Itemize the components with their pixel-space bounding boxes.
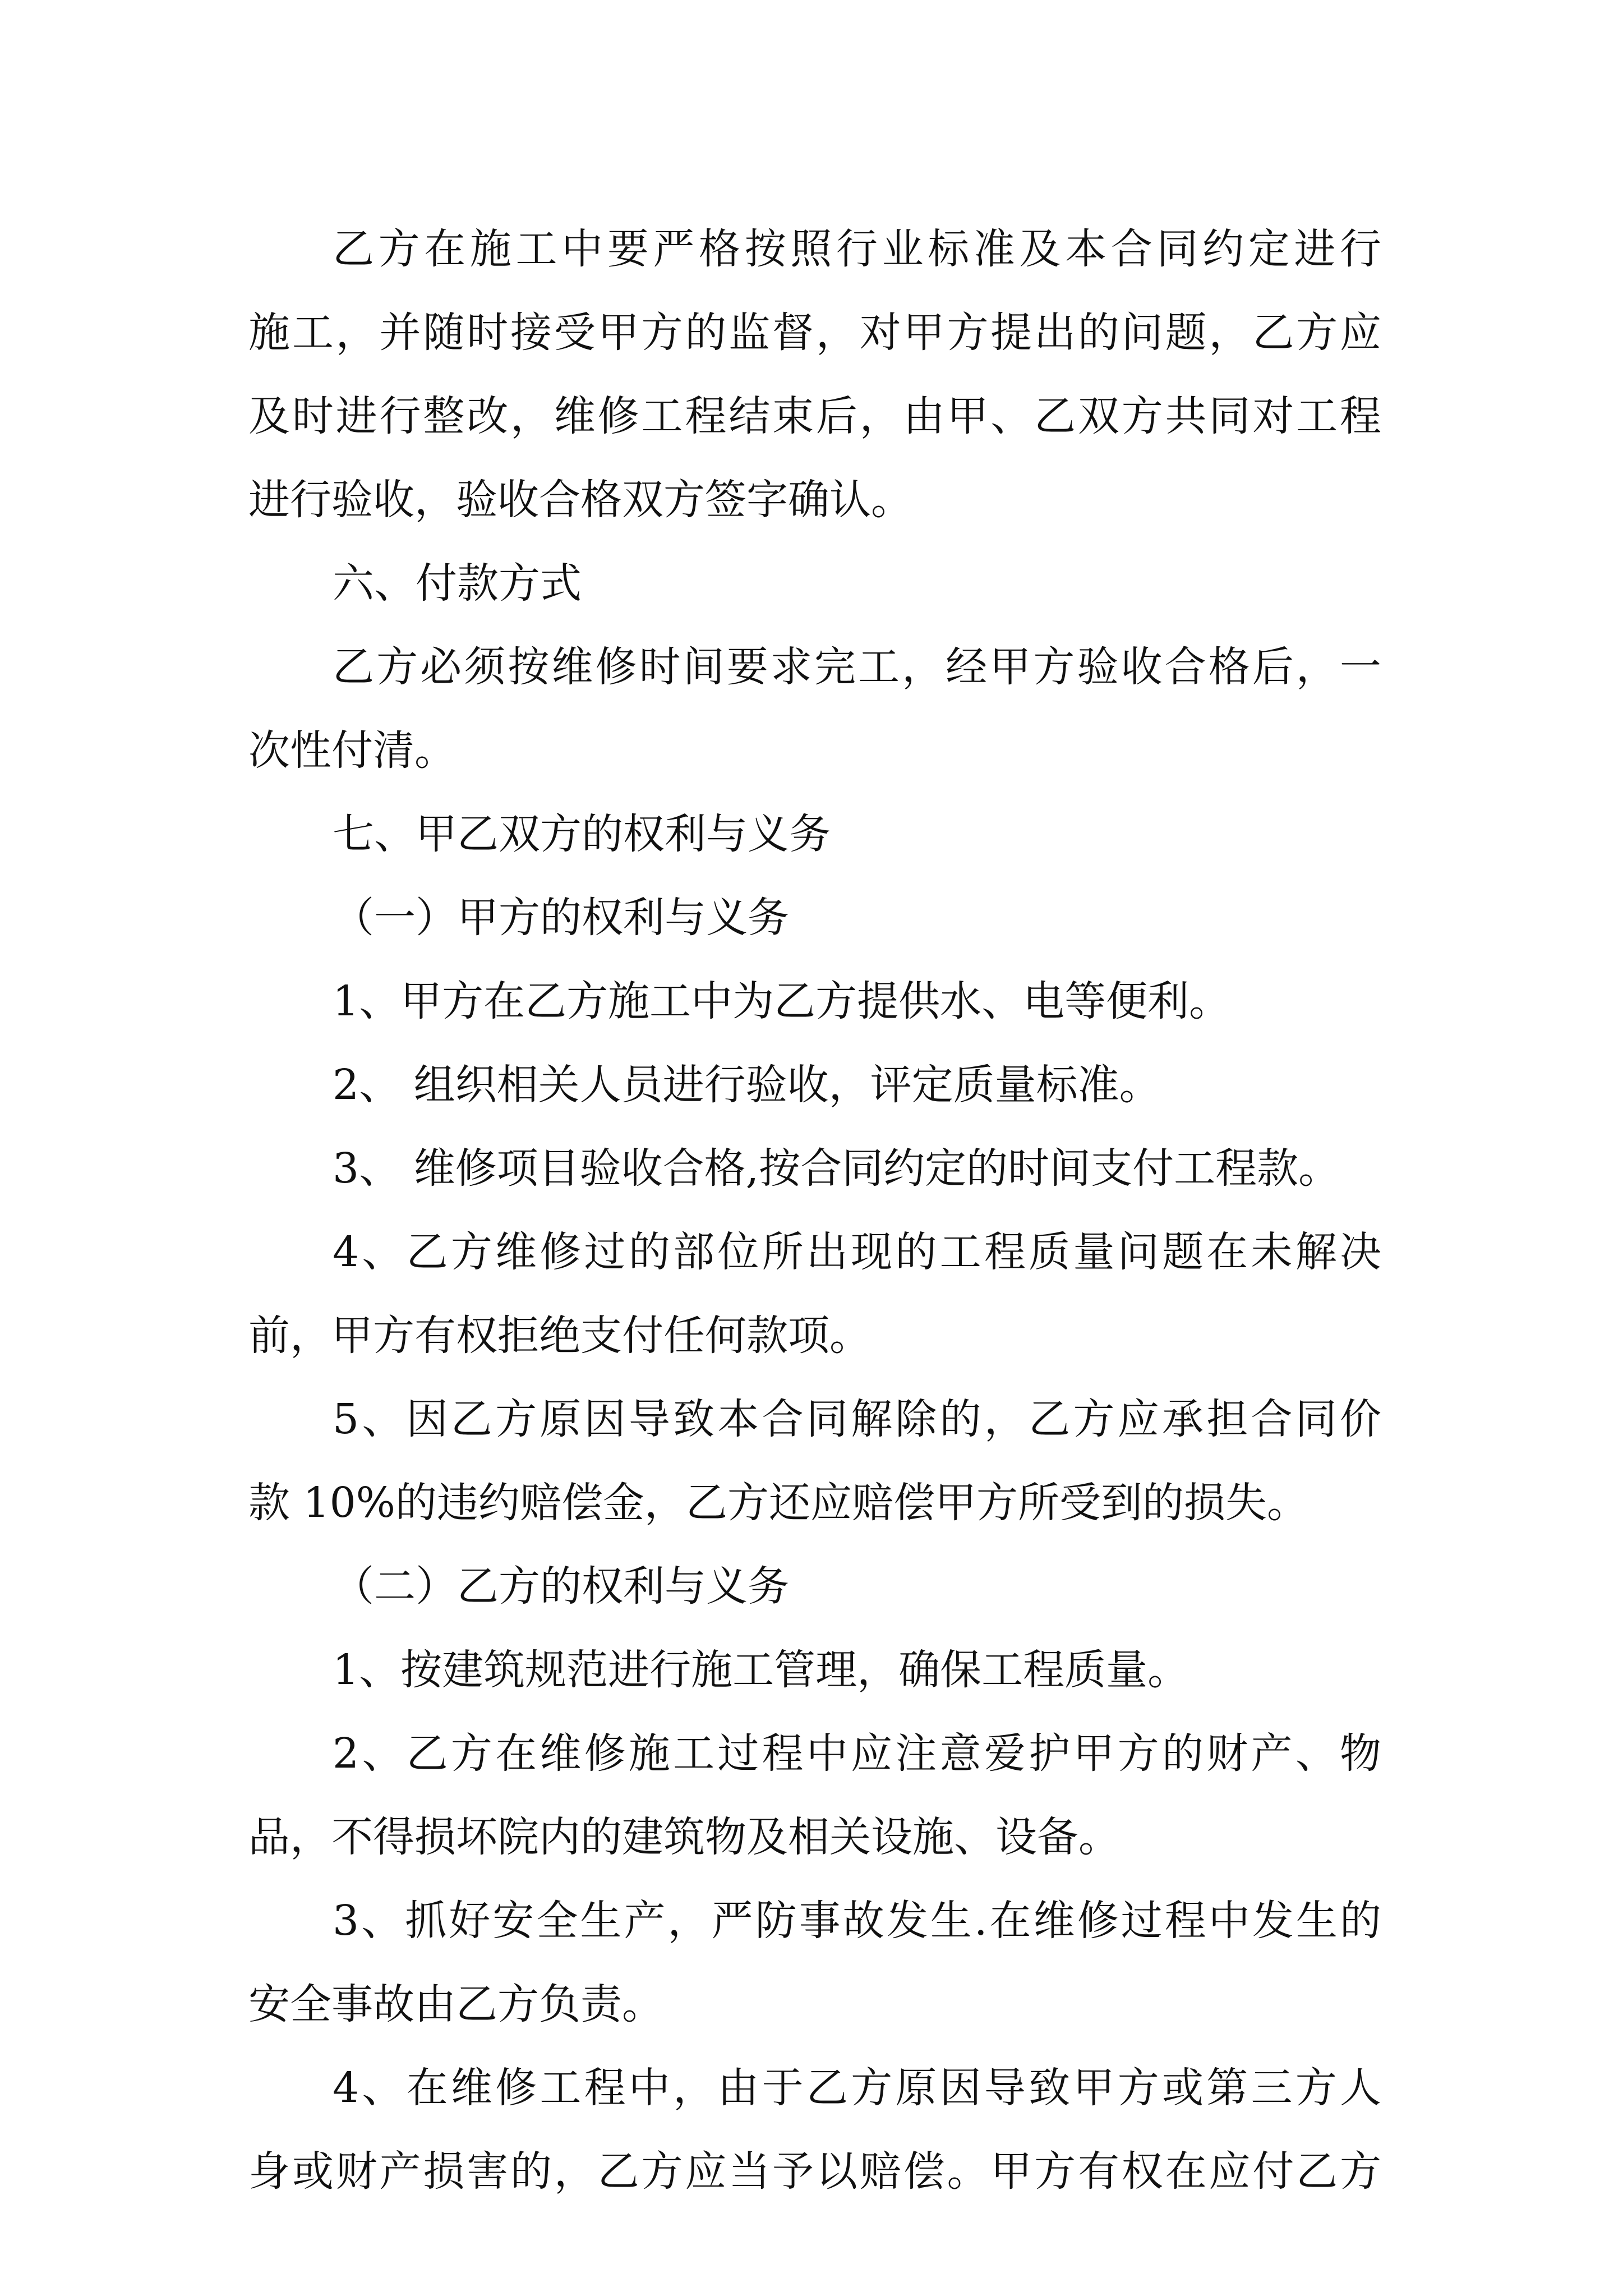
list-item-continuation: 身或财产损害的，乙方应当予以赔偿。甲方有权在应付乙方 [248,2147,1384,2196]
list-item-continuation: 款 10%的违约赔偿金，乙方还应赔偿甲方所受到的损失。 [248,1479,1308,1527]
list-item: 4、在维修工程中，由于乙方原因导致甲方或第三方人 [333,2064,1385,2112]
section-heading: 六、付款方式 [333,559,582,608]
list-item: 3、抓好安全生产，严防事故发生.在维修过程中发生的 [333,1897,1384,1945]
list-item-continuation: 安全事故由乙方负责。 [248,1980,663,2028]
list-item: 5、因乙方原因导致本合同解除的，乙方应承担合同价 [333,1395,1385,1443]
document-body [248,208,1386,2214]
paragraph-line: 乙方必须按维修时间要求完工，经甲方验收合格后，一 [333,643,1384,691]
list-item: 4、乙方维修过的部位所出现的工程质量问题在未解决 [333,1228,1385,1276]
section-heading: 七、甲乙双方的权利与义务 [333,810,831,858]
paragraph-line: 施工，并随时接受甲方的监督，对甲方提出的问题，乙方应 [248,309,1384,357]
paragraph-line: 次性付清。 [248,726,456,775]
subsection-heading: （一）甲方的权利与义务 [333,894,789,942]
list-item: 3、 维修项目验收合格,按合同约定的时间支付工程款。 [333,1144,1340,1193]
paragraph-line: 乙方在施工中要严格按照行业标准及本合同约定进行 [333,225,1386,273]
paragraph-line: 及时进行整改，维修工程结束后，由甲、乙双方共同对工程 [248,392,1384,440]
list-item-continuation: 前，甲方有权拒绝支付任何款项。 [248,1312,871,1360]
list-item: 1、按建筑规范进行施工管理，确保工程质量。 [333,1646,1189,1694]
list-item: 2、 组织相关人员进行验收，评定质量标准。 [333,1061,1161,1109]
list-item: 1、甲方在乙方施工中为乙方提供水、电等便利。 [333,977,1231,1025]
paragraph-line: 进行验收，验收合格双方签字确认。 [248,476,912,524]
list-item: 2、乙方在维修施工过程中应注意爱护甲方的财产、物 [333,1729,1385,1778]
subsection-heading: （二）乙方的权利与义务 [333,1562,789,1611]
list-item-continuation: 品，不得损坏院内的建筑物及相关设施、设备。 [248,1813,1120,1861]
